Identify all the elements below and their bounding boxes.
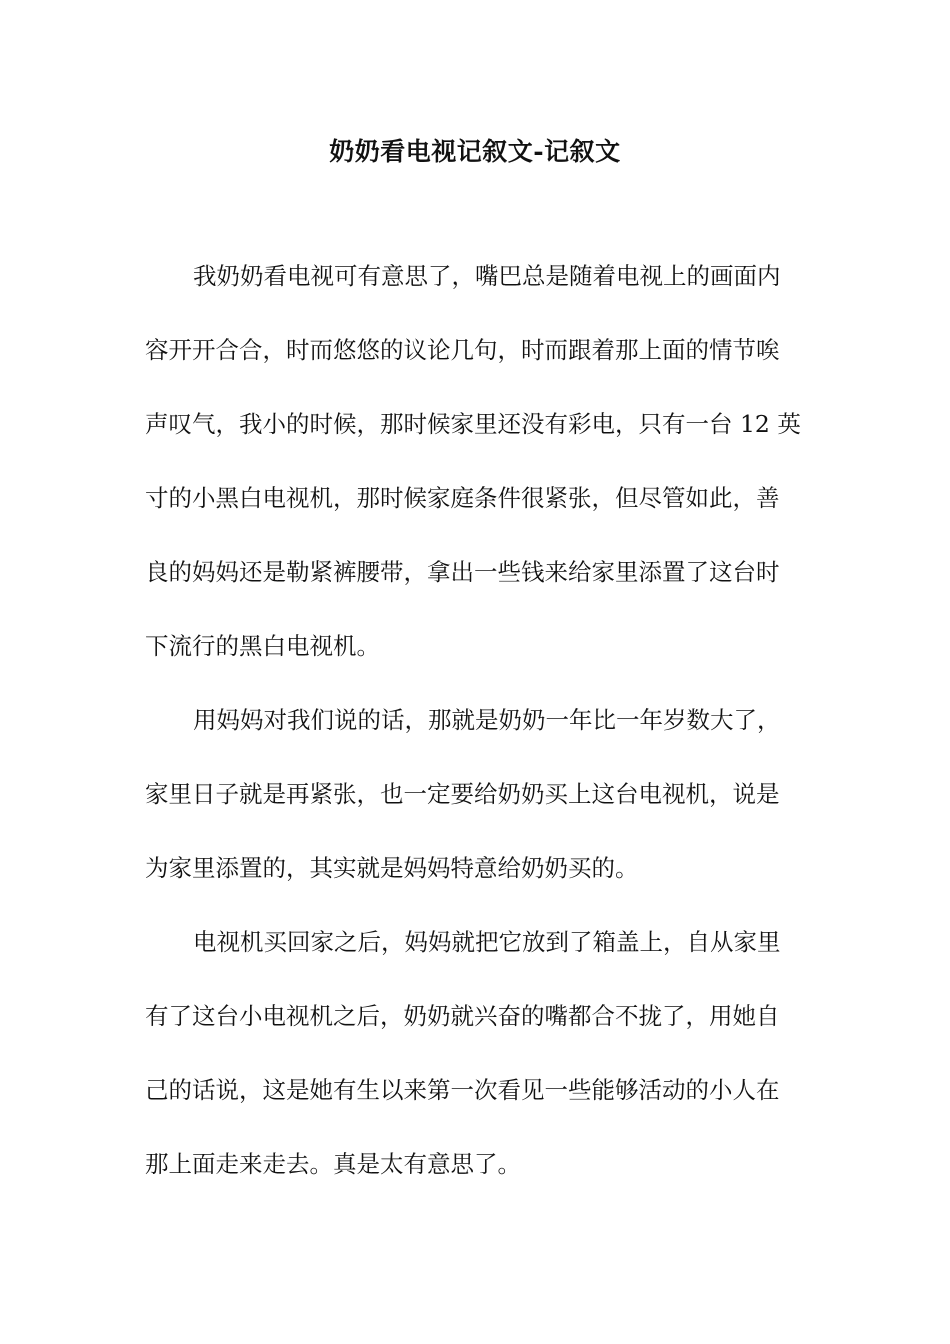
paragraph-line: 容开开合合，时而悠悠的议论几句，时而跟着那上面的情节唉 bbox=[145, 336, 780, 364]
paragraph-line: 用妈妈对我们说的话，那就是奶奶一年比一年岁数大了， bbox=[193, 706, 781, 734]
paragraph-line: 己的话说，这是她有生以来第一次看见一些能够活动的小人在 bbox=[145, 1076, 780, 1104]
paragraph-line: 下流行的黑白电视机。 bbox=[145, 632, 380, 660]
document-body bbox=[145, 252, 810, 1214]
paragraph-line: 电视机买回家之后，妈妈就把它放到了箱盖上，自从家里 bbox=[193, 928, 781, 956]
paragraph bbox=[145, 696, 810, 918]
paragraph-line: 那上面走来走去。真是太有意思了。 bbox=[145, 1150, 521, 1178]
paragraph-line: 为家里添置的，其实就是妈妈特意给奶奶买的。 bbox=[145, 854, 639, 882]
document-title: 奶奶看电视记叙文-记叙文 bbox=[329, 137, 621, 166]
paragraph-line: 我奶奶看电视可有意思了，嘴巴总是随着电视上的画面内 bbox=[193, 262, 781, 290]
paragraph-line: 有了这台小电视机之后，奶奶就兴奋的嘴都合不拢了，用她自 bbox=[145, 1002, 780, 1030]
paragraph bbox=[145, 252, 810, 696]
paragraph-line: 良的妈妈还是勒紧裤腰带，拿出一些钱来给家里添置了这台时 bbox=[145, 558, 780, 586]
paragraph bbox=[145, 918, 810, 1214]
paragraph-line: 寸的小黑白电视机，那时候家庭条件很紧张，但尽管如此，善 bbox=[145, 484, 780, 512]
paragraph-line: 声叹气，我小的时候，那时候家里还没有彩电，只有一台 12 英 bbox=[145, 410, 801, 438]
paragraph-line: 家里日子就是再紧张，也一定要给奶奶买上这台电视机，说是 bbox=[145, 780, 780, 808]
